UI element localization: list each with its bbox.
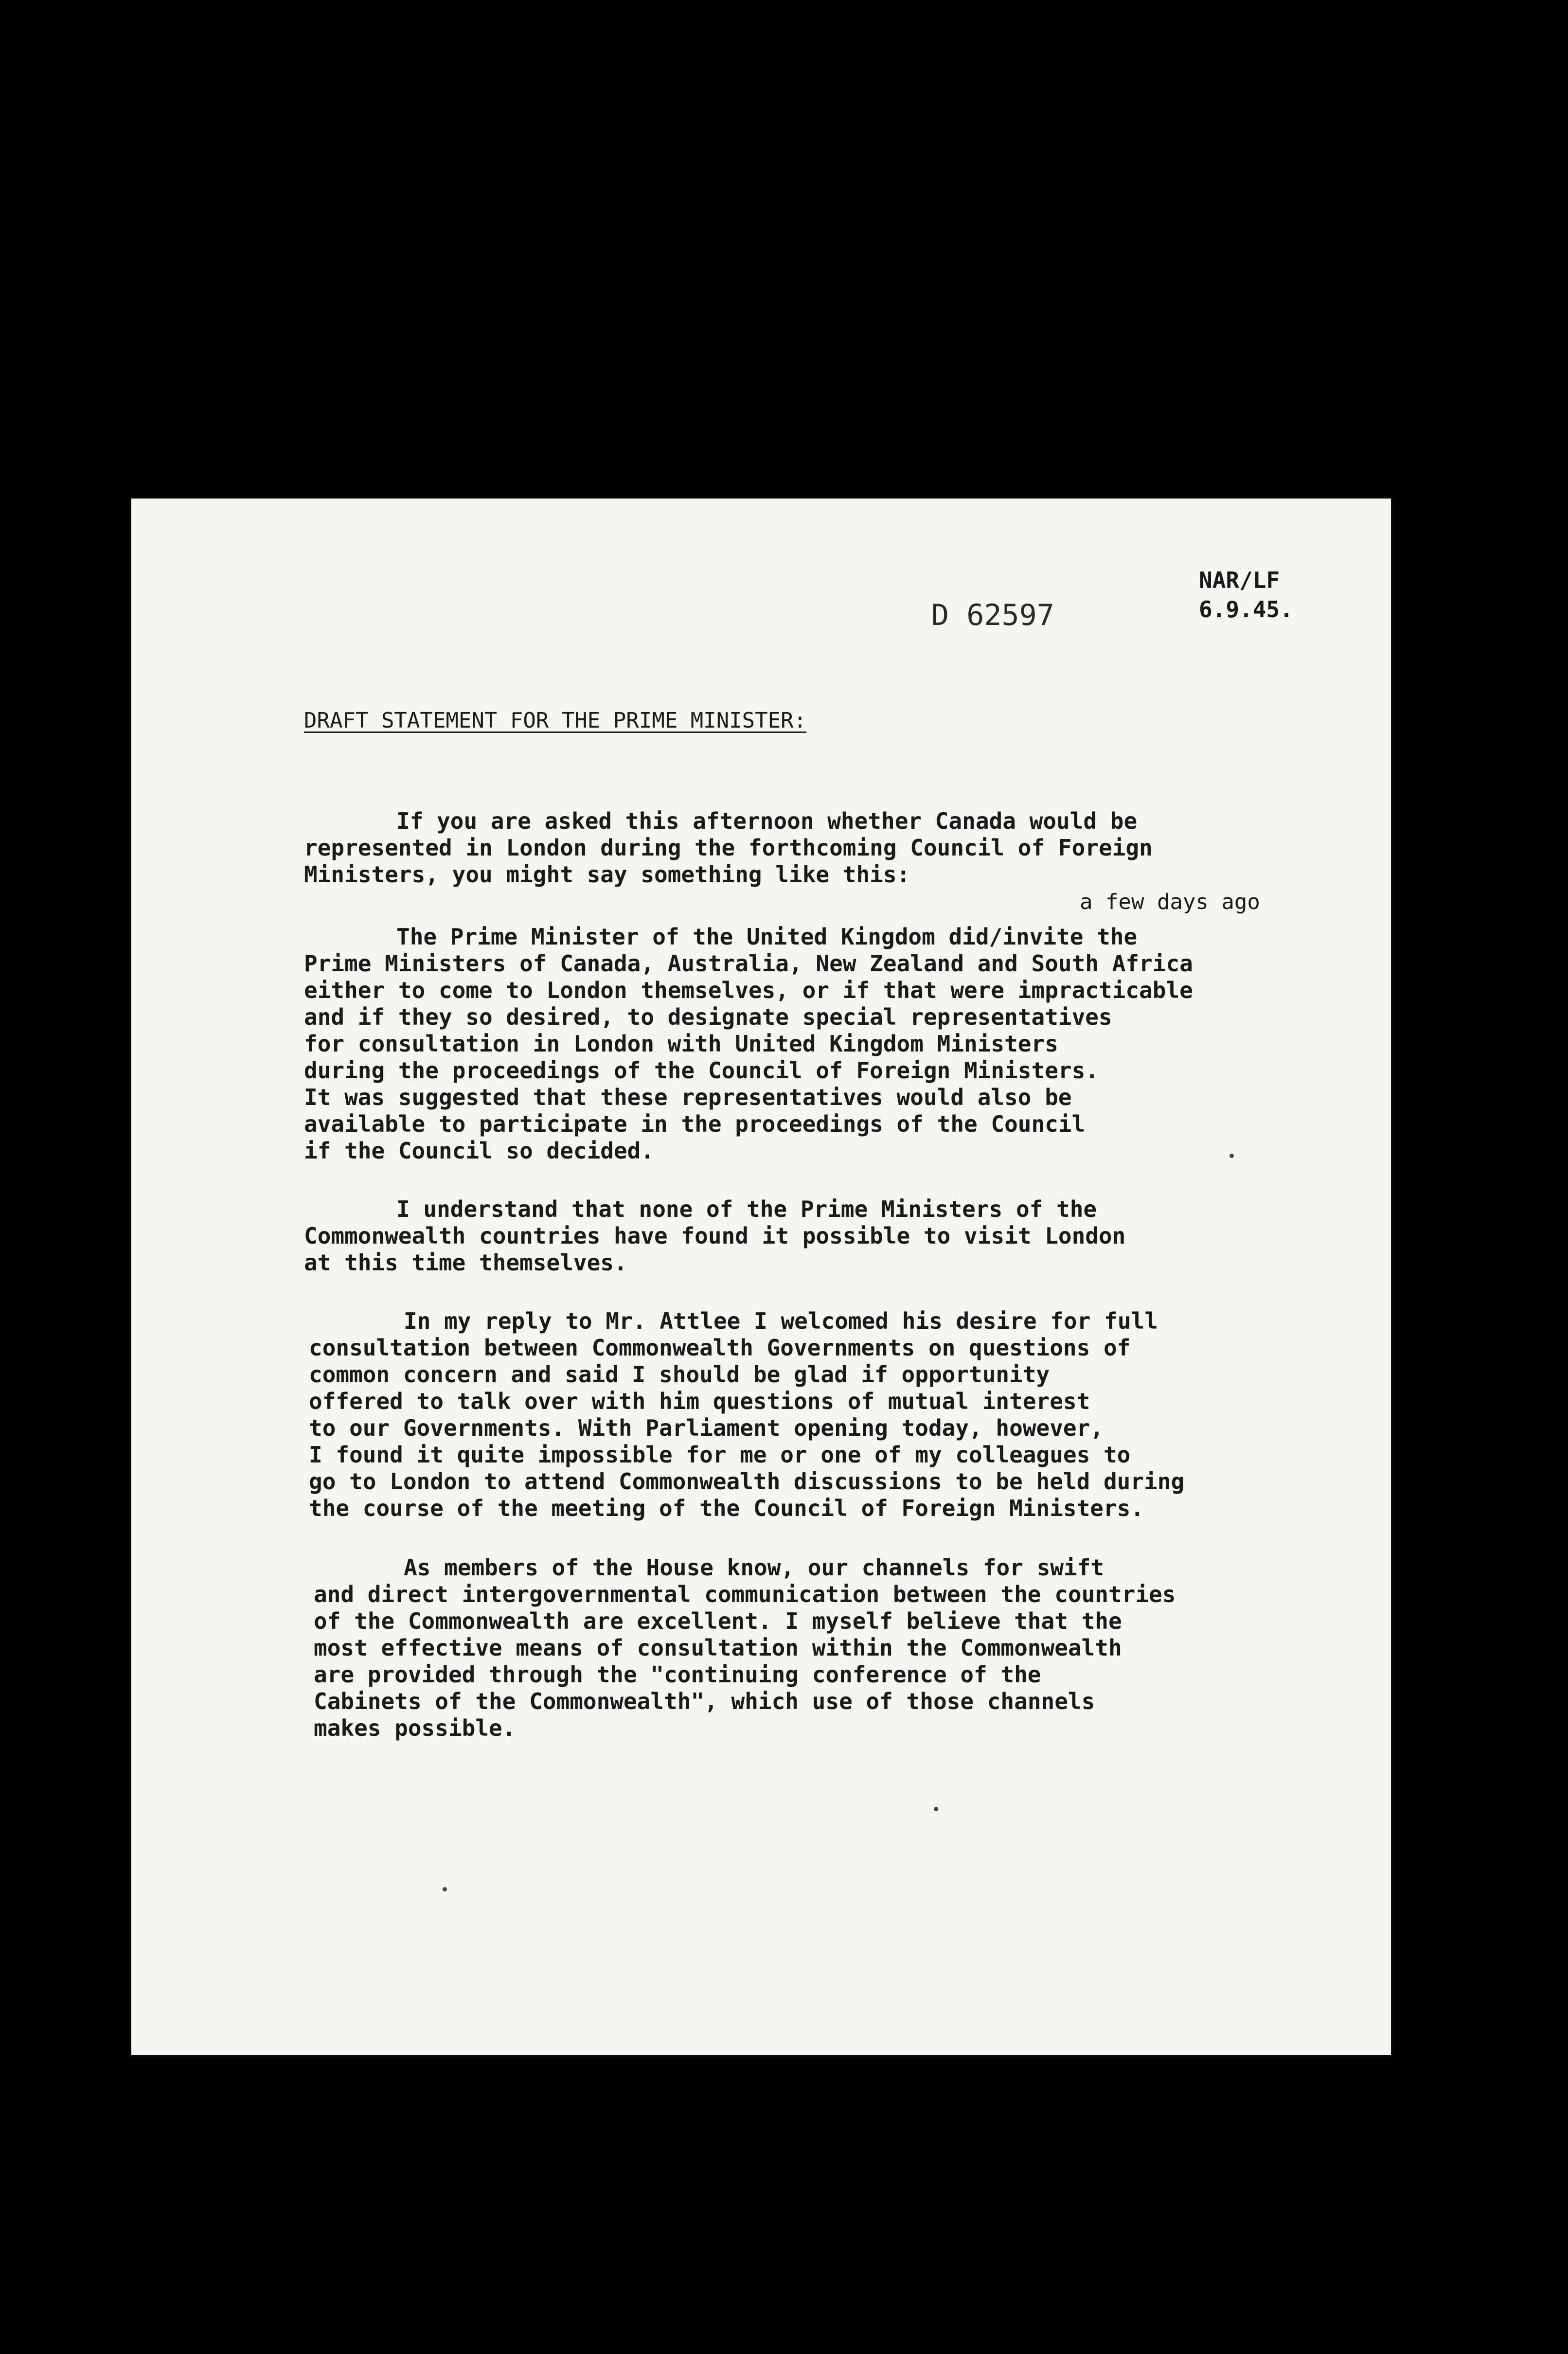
para2-line6: during the proceedings of the Council of Foreign Ministers. — [304, 1057, 1099, 1084]
para5-line2: and direct intergovernmental communication between the countries — [314, 1581, 1176, 1607]
para4-line8: the course of the meeting of the Council of Foreign Ministers. — [309, 1495, 1144, 1521]
para2-line9: if the Council so decided. — [304, 1138, 655, 1164]
para3-line1: I understand that none of the Prime Ministers of the — [396, 1196, 1097, 1222]
para4-line4: offered to talk over with him questions of mutual interest — [309, 1388, 1090, 1414]
para5-line3: of the Commonwealth are excellent. I myself believe that the — [314, 1608, 1122, 1634]
para5-line1: As members of the House know, our channels for swift — [404, 1554, 1105, 1581]
para4-line7: go to London to attend Commonwealth discussions to be held during — [309, 1468, 1185, 1495]
para3-line2: Commonwealth countries have found it possible to visit London — [304, 1223, 1126, 1249]
para5-line5: are provided through the "continuing conference of the — [314, 1661, 1041, 1688]
para2-line4: and if they so desired, to designate special representatives — [304, 1004, 1112, 1030]
para4-line3: common concern and said I should be glad if opportunity — [309, 1361, 1050, 1388]
para2-line7: It was suggested that these representatives would also be — [304, 1084, 1072, 1110]
para1-line1: If you are asked this afternoon whether Canada would be — [396, 808, 1138, 834]
para5-line6: Cabinets of the Commonwealth", which use of those channels — [314, 1688, 1095, 1714]
document-heading: DRAFT STATEMENT FOR THE PRIME MINISTER: — [304, 708, 807, 733]
para4-line2: consultation between Commonwealth Governments on questions of — [309, 1335, 1131, 1361]
para2-line1: The Prime Minister of the United Kingdom did/invite the — [396, 924, 1138, 950]
document-date: 6.9.45. — [1199, 596, 1293, 623]
para2-line5: for consultation in London with United Kingdom Ministers — [304, 1031, 1058, 1057]
insertion-text: a few days ago — [1080, 890, 1260, 914]
para4-line5: to our Governments. With Parliament opening today, however, — [309, 1415, 1104, 1441]
scan-speck — [1229, 1154, 1234, 1158]
para3-line3: at this time themselves. — [304, 1249, 627, 1276]
para4-line6: I found it quite impossible for me or one of my colleagues to — [309, 1442, 1131, 1468]
document-page — [131, 499, 1391, 2055]
para2-line8: available to participate in the proceedings of the Council — [304, 1111, 1086, 1137]
para2-line3: either to come to London themselves, or if that were impracticable — [304, 977, 1193, 1003]
scan-speck — [934, 1807, 938, 1811]
reference-code: NAR/LF — [1199, 567, 1280, 593]
scan-speck — [443, 1887, 447, 1891]
para1-line3: Ministers, you might say something like this: — [304, 861, 910, 888]
para1-line2: represented in London during the forthcoming Council of Foreign — [304, 835, 1153, 861]
para2-line2: Prime Ministers of Canada, Australia, New Zealand and South Africa — [304, 950, 1193, 977]
file-number-stamp: D 62597 — [931, 598, 1054, 632]
para5-line7: makes possible. — [314, 1715, 516, 1741]
para4-line1: In my reply to Mr. Attlee I welcomed his desire for full — [404, 1308, 1158, 1334]
para5-line4: most effective means of consultation within the Commonwealth — [314, 1635, 1122, 1661]
